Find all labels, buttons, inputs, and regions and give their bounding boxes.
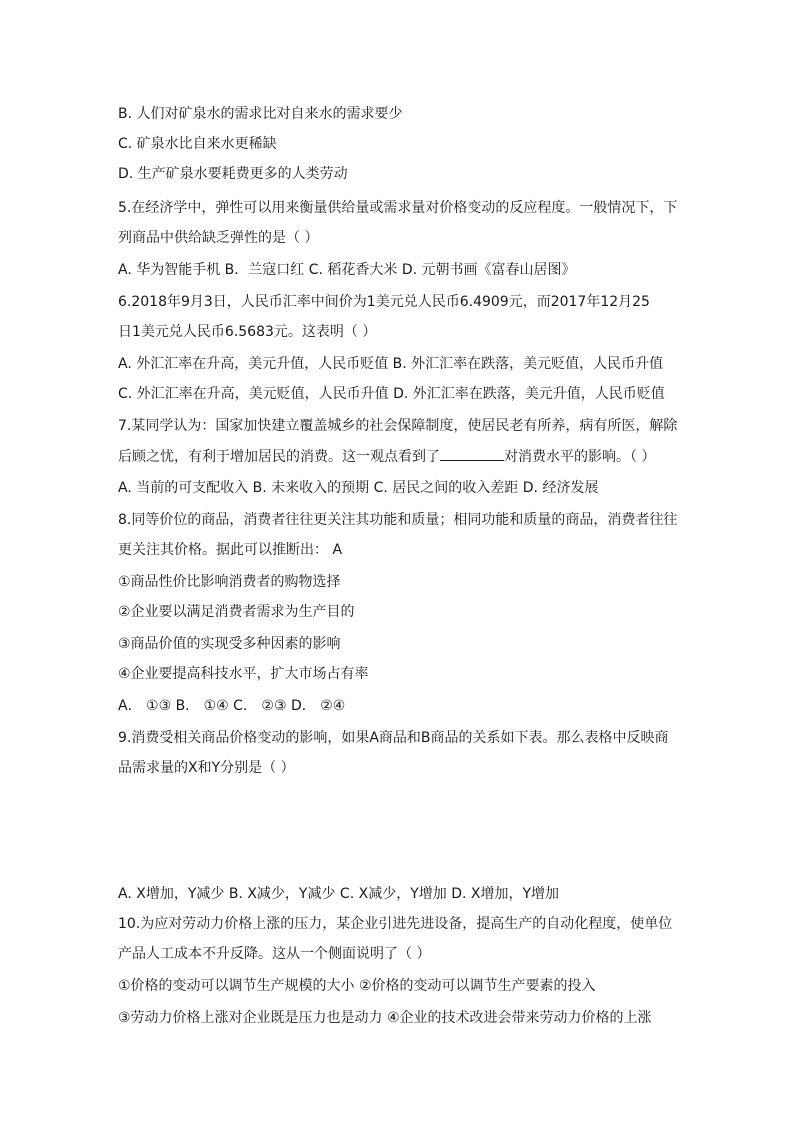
option-c-line: C. 矿泉水比自来水更稀缺 bbox=[118, 136, 277, 152]
question-8-line-2: 更关注其价格。据此可以推断出： A bbox=[118, 542, 343, 558]
question-6-line-2: 日1美元兑人民币6.5683元。这表明（ ） bbox=[118, 324, 377, 340]
question-6-options-cd: C. 外汇汇率在升高，美元贬值，人民币升值 D. 外汇汇率在跌落，美元升值，人民币贬值 bbox=[118, 386, 665, 402]
question-7-line-2 bbox=[118, 446, 655, 467]
question-5-line-2: 列商品中供给缺乏弹性的是（ ） bbox=[118, 230, 319, 246]
question-9-options: A. X增加，Y减少 B. X减少，Y减少 C. X减少，Y增加 D. X增加，Y增加 bbox=[118, 886, 560, 902]
question-8-statement-3: ③商品价值的实现受多种因素的影响 bbox=[118, 636, 341, 652]
question-8-statement-4: ④企业要提高科技水平，扩大市场占有率 bbox=[118, 666, 369, 682]
question-10-line-2: 产品人工成本不升反降。这从一个侧面说明了（ ） bbox=[118, 946, 431, 962]
question-7-tail: 对消费水平的影响。（ ） bbox=[504, 449, 656, 465]
question-8-statement-2: ②企业要以满足消费者需求为生产目的 bbox=[118, 604, 355, 620]
question-8-statement-1: ①商品性价比影响消费者的购物选择 bbox=[118, 574, 341, 590]
question-10-statements-12: ①价格的变动可以调节生产规模的大小 ②价格的变动可以调节生产要素的投入 bbox=[118, 978, 596, 994]
question-9-line-1: 9.消费受相关商品价格变动的影响，如果A商品和B商品的关系如下表。那么表格中反映商 bbox=[118, 730, 669, 746]
question-5-options: A. 华为智能手机 B．兰寇口红 C. 稻花香大米 D. 元朝书画《富春山居图》 bbox=[118, 262, 576, 278]
question-7-text: 后顾之忧，有利于增加居民的消费。这一观点看到了 bbox=[118, 449, 440, 465]
question-7-line-1: 7.某同学认为：国家加快建立覆盖城乡的社会保障制度，使居民老有所养，病有所医，解除 bbox=[118, 418, 678, 434]
question-9-line-2: 品需求量的X和Y分别是（ ） bbox=[118, 760, 295, 776]
question-6-line-1: 6.2018年9月3日，人民币汇率中间价为1美元兑人民币6.4909元，而2017年12月25 bbox=[118, 294, 650, 310]
question-8-line-1: 8.同等价位的商品，消费者往往更关注其功能和质量；相同功能和质量的商品，消费者往往 bbox=[118, 512, 678, 528]
question-7-options: A. 当前的可支配收入 B. 未来收入的预期 C. 居民之间的收入差距 D. 经济发展 bbox=[118, 480, 599, 496]
option-b-line: B. 人们对矿泉水的需求比对自来水的需求要少 bbox=[118, 106, 403, 122]
option-d-line: D. 生产矿泉水要耗费更多的人类劳动 bbox=[118, 166, 348, 182]
question-10-statements-34: ③劳动力价格上涨对企业既是压力也是动力 ④企业的技术改进会带来劳动力价格的上涨 bbox=[118, 1010, 652, 1026]
question-5-line-1: 5.在经济学中，弹性可以用来衡量供给量或需求量对价格变动的反应程度。一般情况下，下 bbox=[118, 200, 678, 216]
question-6-options-ab: A. 外汇汇率在升高，美元升值，人民币贬值 B. 外汇汇率在跌落，美元贬值，人民币升值 bbox=[118, 356, 664, 372]
question-10-line-1: 10.为应对劳动力价格上涨的压力，某企业引进先进设备，提高生产的自动化程度，使单位 bbox=[118, 916, 673, 932]
question-8-options: A． ①③ B． ①④ C． ②③ D． ②④ bbox=[118, 698, 346, 714]
answer-blank bbox=[440, 446, 504, 461]
